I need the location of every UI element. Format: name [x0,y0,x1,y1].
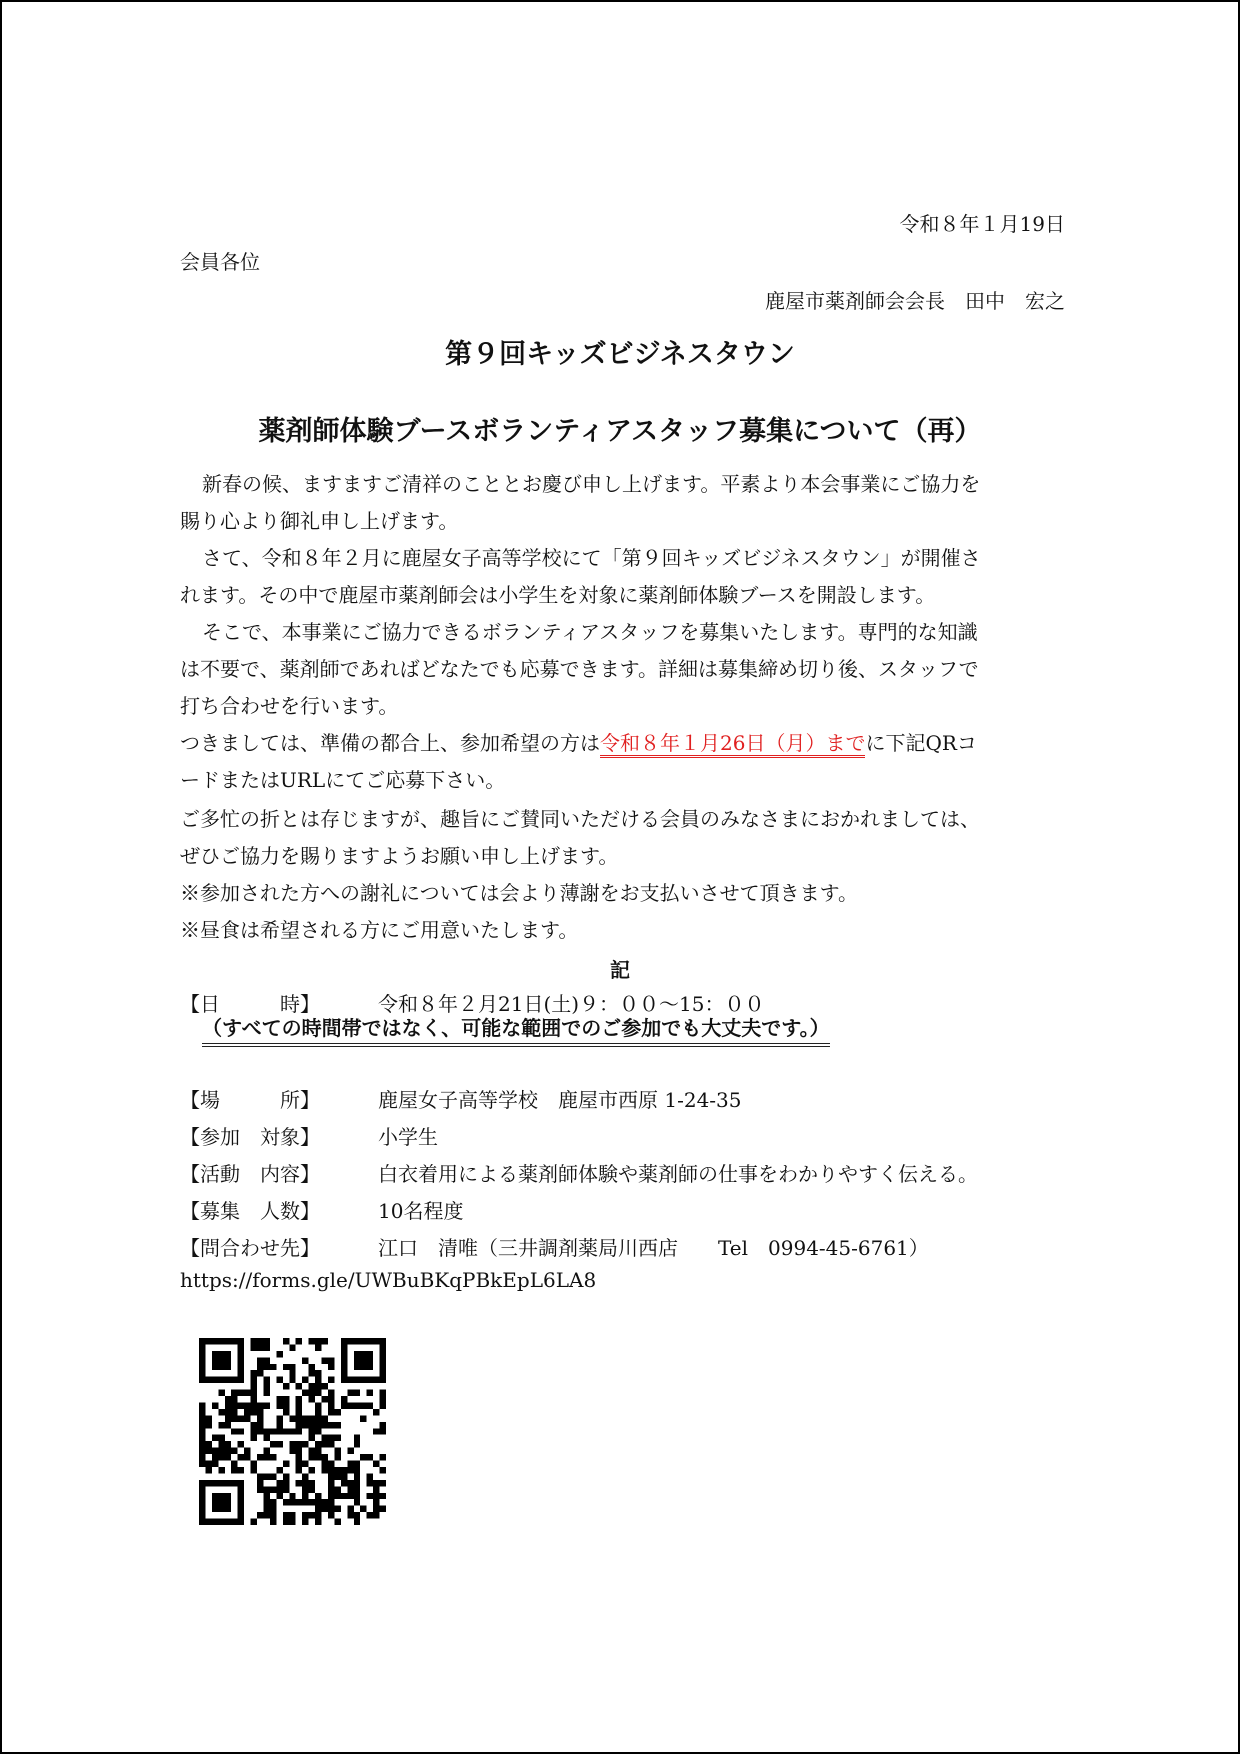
target-label: 【参加 対象】 [180,1125,320,1149]
application-url[interactable]: https://forms.gle/UWBuBKqPBkEpL6LA8 [180,1268,597,1292]
body-line: ードまたはURLにてご応募下さい。 [180,768,506,792]
contact-label: 【問合わせ先】 [180,1236,320,1260]
note-line: ※参加された方への謝礼については会より薄謝をお支払いさせて頂きます。 [180,881,858,905]
body-line: 賜り心より御礼申し上げます。 [180,509,459,533]
body-line: さて、令和８年２月に鹿屋女子高等学校にて「第９回キッズビジネスタウン」が開催さ [202,546,981,570]
datetime-value: 令和８年２月21日(土)９：００～15：００ [378,992,765,1016]
body-line: ご多忙の折とは存じますが、趣旨にご賛同いただける会員のみなさまにおかれましては、 [180,807,980,831]
deadline-line [180,725,977,762]
event-title: 第９回キッズビジネスタウン [445,339,795,370]
document-date: 令和８年１月19日 [899,212,1065,236]
datetime-note: （すべての時間帯ではなく、可能な範囲でのご参加でも大丈夫です。） [202,1012,830,1047]
deadline-suffix: に下記QRコ [865,731,977,755]
body-line: は不要で、薬剤師であればどなたでも応募できます。詳細は募集締め切り後、スタッフで [180,657,979,681]
capacity-value: 10名程度 [378,1199,464,1223]
body-line: 新春の候、ますますご清祥のこととお慶び申し上げます。平素より本会事業にご協力を [202,472,981,496]
target-value: 小学生 [378,1125,438,1149]
deadline-highlight: 令和８年１月26日（月）まで [600,731,865,758]
body-line: そこで、本事業にご協力できるボランティアスタッフを募集いたします。専門的な知識 [202,620,978,644]
capacity-label: 【募集 人数】 [180,1199,320,1223]
datetime-label: 【日 時】 [180,992,320,1016]
activity-value: 白衣着用による薬剤師体験や薬剤師の仕事をわかりやすく伝える。 [378,1162,978,1186]
note-line: ※昼食は希望される方にご用意いたします。 [180,918,579,942]
location-value: 鹿屋女子高等学校 鹿屋市西原 1-24-35 [378,1088,742,1112]
details-heading: 記 [610,958,630,982]
recipient: 会員各位 [180,250,260,274]
body-line: 打ち合わせを行います。 [180,694,399,718]
activity-label: 【活動 内容】 [180,1162,320,1186]
deadline-prefix: つきましては、準備の都合上、参加希望の方は [180,731,600,755]
location-label: 【場 所】 [180,1088,320,1112]
body-line: ぜひご協力を賜りますようお願い申し上げます。 [180,844,619,868]
qr-code-icon[interactable] [199,1338,386,1525]
body-line: れます。その中で鹿屋市薬剤師会は小学生を対象に薬剤師体験ブースを開設します。 [180,583,936,607]
sender: 鹿屋市薬剤師会会長 田中 宏之 [765,289,1065,313]
contact-value: 江口 清唯（三井調剤薬局川西店 Tel 0994-45-6761） [378,1236,929,1260]
document-title: 薬剤師体験ブースボランティアスタッフ募集について（再） [258,416,982,447]
